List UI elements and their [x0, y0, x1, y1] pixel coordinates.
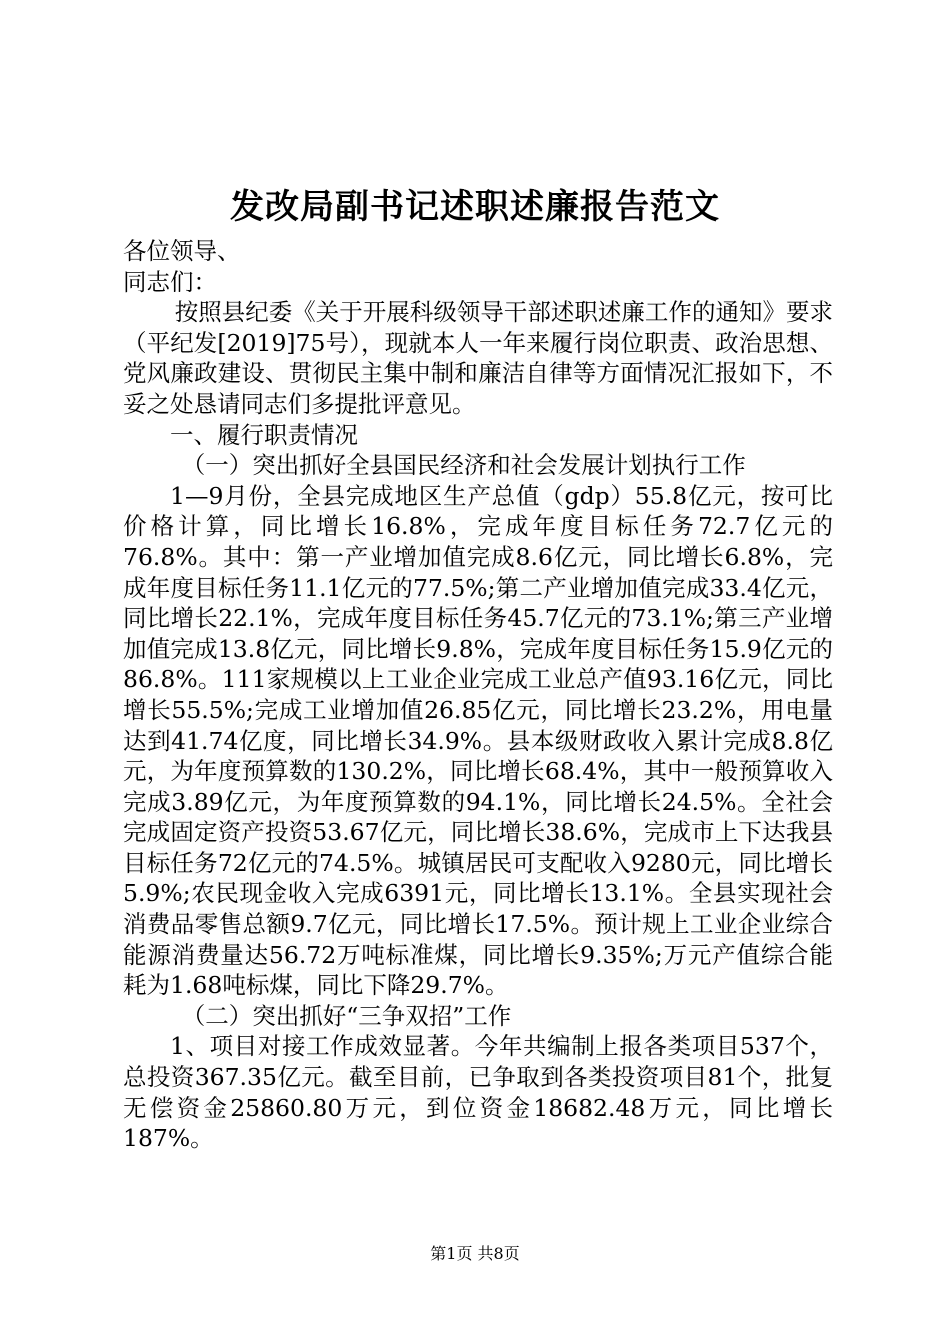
document-title: 发改局副书记述职述廉报告范文: [230, 187, 720, 227]
economy-paragraph: 1—9月份，全县完成地区生产总值（gdp）55.8亿元，按可比价格计算，同比增长16.8%，完成年度目标任务72.7亿元的76.8%。其中：第一产业增加值完成8.6亿元，同比增长6.8%，完成年度目标任务11.1亿元的77.5%;第二产业增加值完成33.4亿元，同比增长22.1%，完成年度目标任务45.7亿元的73.1%;第三产业增加值完成13.8亿元，同比增长9.8%，完成年度目标任务15.9亿元的86.8%。111家规模以上工业企业完成工业总产值93.16亿元，同比增长55.5%;完成工业增加值26.85亿元，同比增长23.2%，用电量达到41.74亿度，同比增长34.9%。县本级财政收入累计完成8.8亿元，为年度预算数的130.2%，同比增长68.4%，其中一般预算收入完成3.89亿元，为年度预算数的94.1%，同比增长24.5%。全社会完成固定资产投资53.67亿元，同比增长38.6%，完成市上下达我县目标任务72亿元的74.5%。城镇居民可支配收入9280元，同比增长5.9%;农民现金收入完成6391元，同比增长13.1%。全县实现社会消费品零售总额9.7亿元，同比增长17.5%。预计规上工业企业综合能源消费量达56.72万吨标准煤，同比增长9.35%;万元产值综合能耗为1.68吨标煤，同比下降29.7%。: [123, 481, 833, 1000]
document-body: [123, 236, 833, 1154]
salutation-leaders: 各位领导、: [123, 237, 241, 265]
salutation-comrades: 同志们：: [123, 267, 217, 296]
page-footer: 第1页 共8页: [430, 1244, 520, 1263]
intro-paragraph: 按照县纪委《关于开展科级领导干部述职述廉工作的通知》要求（平纪发[2019]75号），现就本人一年来履行岗位职责、政治思想、党风廉政建设、贯彻民主集中制和廉洁自律等方面情况汇报如下，不妥之处恳请同志们多提批评意见。: [123, 298, 833, 418]
projects-paragraph: 1、项目对接工作成效显著。今年共编制上报各类项目537个，总投资367.35亿元。截至目前，已争取到各类投资项目81个，批复无偿资金25860.80万元，到位资金18682.48万元，同比增长187%。: [123, 1032, 833, 1153]
subsection-heading-projects: （二）突出抓好“三争双招”工作: [181, 1001, 512, 1030]
subsection-heading-economy: （一）突出抓好全县国民经济和社会发展计划执行工作: [181, 451, 746, 480]
section-heading-duties: 一、履行职责情况: [170, 420, 358, 449]
